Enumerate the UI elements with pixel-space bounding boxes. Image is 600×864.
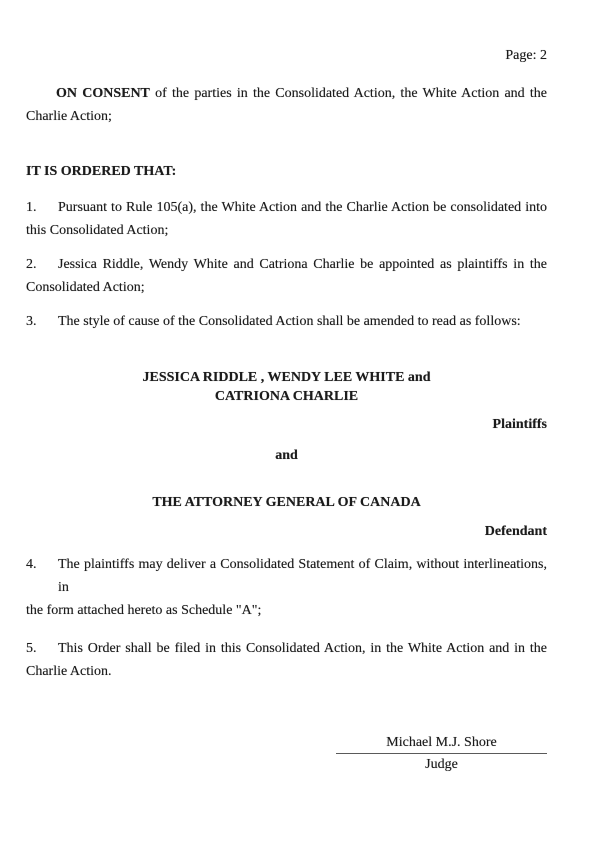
- order-item-2-number: 2.: [26, 257, 37, 272]
- order-item-5-text: This Order shall be filed in this Consolidated Action, in the White Action and in the: [58, 641, 547, 656]
- page-number: Page: 2: [505, 48, 547, 63]
- order-heading: IT IS ORDERED THAT:: [26, 164, 177, 179]
- order-item-2-line-2: Consolidated Action;: [26, 280, 145, 295]
- order-item-4-line-1: [26, 553, 547, 599]
- order-item-5-line-2: Charlie Action.: [26, 664, 112, 679]
- order-item-3: [26, 310, 547, 333]
- consent-lead: ON CONSENT: [56, 86, 150, 101]
- consent-paragraph-line-1: [26, 82, 547, 105]
- consent-paragraph: [26, 82, 547, 128]
- order-item-3-text: The style of cause of the Consolidated Action shall be amended to read as follows:: [58, 314, 521, 329]
- order-item-2-line-1: [26, 253, 547, 276]
- defendant-name: THE ATTORNEY GENERAL OF CANADA: [152, 495, 421, 510]
- consent-paragraph-line-2: Charlie Action;: [26, 109, 112, 124]
- order-item-1-line-1: [26, 196, 547, 219]
- defendant-role-label: Defendant: [484, 524, 547, 539]
- order-item-5: [26, 637, 547, 683]
- order-item-3-number: 3.: [26, 314, 37, 329]
- order-item-2-text: Jessica Riddle, Wendy White and Catriona Charlie be appointed as plaintiffs in the: [58, 257, 547, 272]
- signature-block: [336, 733, 547, 774]
- style-of-cause-connector: and: [275, 448, 298, 463]
- style-of-cause-plaintiffs: [26, 368, 547, 406]
- order-item-2: [26, 253, 547, 299]
- order-item-1-line-2: this Consolidated Action;: [26, 223, 169, 238]
- judge-name: Michael M.J. Shore: [336, 733, 547, 754]
- order-item-3-line-1: [26, 310, 547, 333]
- plaintiffs-role-label: Plaintiffs: [492, 417, 547, 432]
- order-item-5-number: 5.: [26, 641, 37, 656]
- plaintiffs-names-line-2: CATRIONA CHARLIE: [214, 389, 359, 404]
- order-item-4-number: 4.: [26, 557, 37, 572]
- order-item-1-number: 1.: [26, 200, 37, 215]
- order-item-1: [26, 196, 547, 242]
- consent-line-1-text: of the parties in the Consolidated Action, the White Action and the: [149, 86, 547, 101]
- judge-title: Judge: [425, 757, 458, 772]
- order-item-4: [26, 553, 547, 622]
- order-item-5-line-1: [26, 637, 547, 660]
- order-item-4-line-2: the form attached hereto as Schedule "A";: [26, 603, 262, 618]
- order-item-1-text: Pursuant to Rule 105(a), the White Action and the Charlie Action be consolidated into: [58, 200, 547, 215]
- plaintiffs-names-line-1: JESSICA RIDDLE , WENDY LEE WHITE and: [142, 370, 431, 385]
- order-item-4-text: The plaintiffs may deliver a Consolidated Statement of Claim, without interlineations, in: [58, 557, 547, 595]
